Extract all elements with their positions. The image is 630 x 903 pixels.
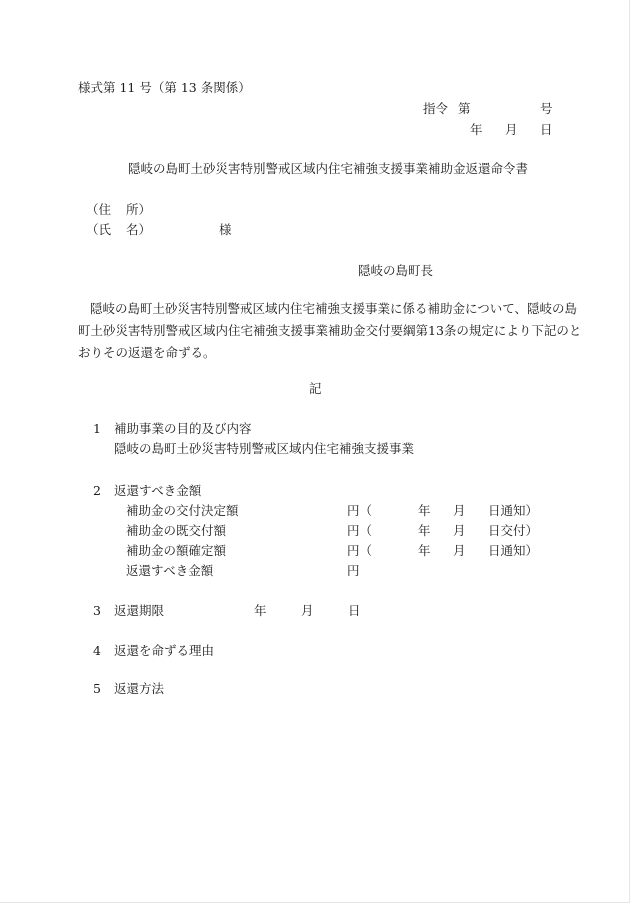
- item-1-number: 1: [93, 421, 101, 436]
- item-4-number: 4: [93, 643, 101, 658]
- deadline-year: 年: [254, 603, 267, 618]
- item-3-label: 返還期限: [114, 603, 165, 618]
- amount-row-month: 月: [453, 523, 466, 538]
- amount-row-label: 補助金の交付決定額: [126, 503, 239, 518]
- number-prefix: 第: [458, 101, 471, 116]
- amount-row-day: 日通知）: [488, 543, 539, 558]
- body-line: 町土砂災害特別警戒区域内住宅補強支援事業補助金交付要綱第13条の規定により下記のと: [78, 323, 582, 338]
- item-4-label: 返還を命ずる理由: [114, 643, 215, 658]
- item-3-number: 3: [93, 603, 101, 618]
- name-label-open: （氏: [86, 222, 112, 237]
- deadline-day: 日: [348, 603, 361, 618]
- amount-row-year: 年: [418, 503, 431, 518]
- number-suffix: 号: [540, 101, 553, 116]
- amount-row-yen: 円（: [347, 503, 373, 518]
- item-1-label: 補助事業の目的及び内容: [114, 421, 252, 436]
- amount-row-day: 日交付）: [488, 523, 539, 538]
- item-5-number: 5: [93, 681, 101, 696]
- amount-row-year: 年: [418, 523, 431, 538]
- deadline-month: 月: [301, 603, 314, 618]
- body-paragraph: [78, 298, 582, 364]
- header-date-month: 月: [505, 122, 518, 137]
- amount-row-label: 補助金の額確定額: [126, 543, 227, 558]
- item-5-label: 返還方法: [114, 681, 165, 696]
- honorific: 様: [219, 222, 232, 237]
- item-2-label: 返還すべき金額: [114, 483, 202, 498]
- document-title: 隠岐の島町土砂災害特別警戒区域内住宅補強支援事業補助金返還命令書: [128, 161, 529, 176]
- body-line: 隠岐の島町土砂災害特別警戒区域内住宅補強支援事業に係る補助金について、隠岐の島: [90, 301, 578, 316]
- item-2-number: 2: [93, 483, 101, 498]
- amount-row-label: 返還すべき金額: [126, 563, 214, 578]
- amount-row-day: 日通知）: [488, 503, 539, 518]
- issuer: 隠岐の島町長: [358, 263, 434, 278]
- amount-row-month: 月: [453, 543, 466, 558]
- header-date-year: 年: [470, 122, 483, 137]
- ki-heading: 記: [309, 381, 322, 396]
- amount-row-yen: 円（: [347, 523, 373, 538]
- item-1-detail: 隠岐の島町土砂災害特別警戒区域内住宅補強支援事業: [114, 441, 415, 456]
- directive-label: 指令: [423, 101, 449, 116]
- amount-row-yen: 円: [347, 563, 360, 578]
- amount-row-yen: 円（: [347, 543, 373, 558]
- amount-row-label: 補助金の既交付額: [126, 523, 227, 538]
- amount-row-year: 年: [418, 543, 431, 558]
- body-line: おりその返還を命ずる。: [78, 345, 216, 360]
- header-date-day: 日: [540, 122, 553, 137]
- form-number: 様式第 11 号（第 13 条関係）: [78, 80, 251, 95]
- address-label-close: 所）: [126, 202, 152, 217]
- amount-row-month: 月: [453, 503, 466, 518]
- address-label-open: （住: [86, 202, 112, 217]
- name-label-close: 名）: [126, 222, 152, 237]
